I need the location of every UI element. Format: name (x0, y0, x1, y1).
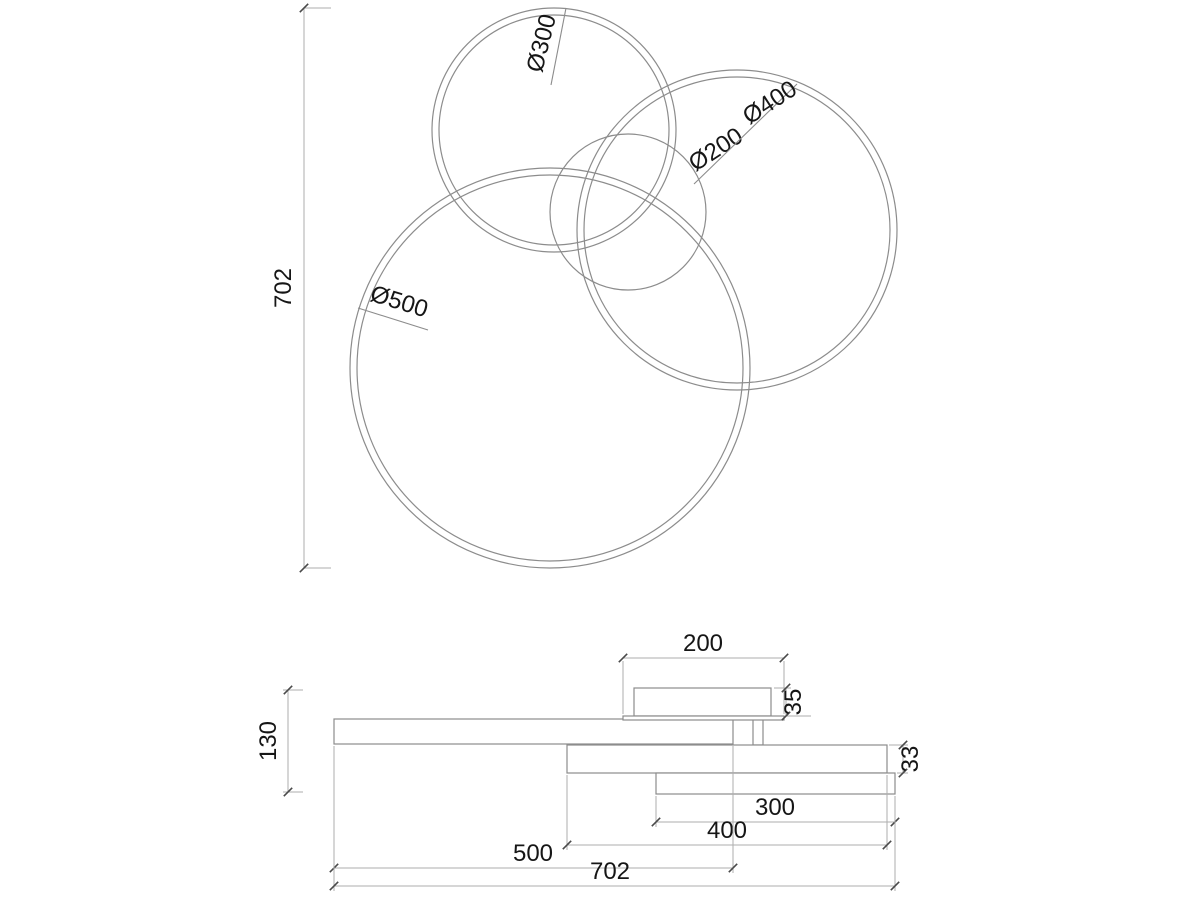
diameter-label: Ø300 (521, 11, 562, 75)
dim-35-label: 35 (780, 688, 807, 716)
ring-500-inner (357, 175, 743, 561)
ring-500-outer (350, 168, 750, 568)
side-ring-300-profile (656, 773, 895, 794)
side-ring-500-profile (334, 719, 733, 744)
side-ring-400-profile (567, 745, 887, 773)
dim-33-label: 33 (897, 745, 924, 773)
diameter-label: Ø500 (367, 280, 432, 324)
ring-400-outer (577, 70, 897, 390)
dim-500-label: 500 (512, 840, 554, 867)
dim-400-label: 400 (706, 817, 748, 844)
side-ring-200-plate (623, 716, 784, 720)
diameter-label: Ø400 (737, 75, 802, 131)
dim-130-label: 130 (255, 720, 282, 762)
dim-702-label: 702 (589, 858, 631, 885)
side-canopy (634, 688, 771, 716)
diameter-label: Ø200 (683, 122, 748, 178)
ring-200-outer (550, 134, 706, 290)
dim-200-label: 200 (682, 630, 724, 657)
dim-300-label: 300 (754, 794, 796, 821)
dim-702-label: 702 (270, 267, 297, 309)
ring-400-inner (584, 77, 890, 383)
side-stem (753, 719, 763, 745)
